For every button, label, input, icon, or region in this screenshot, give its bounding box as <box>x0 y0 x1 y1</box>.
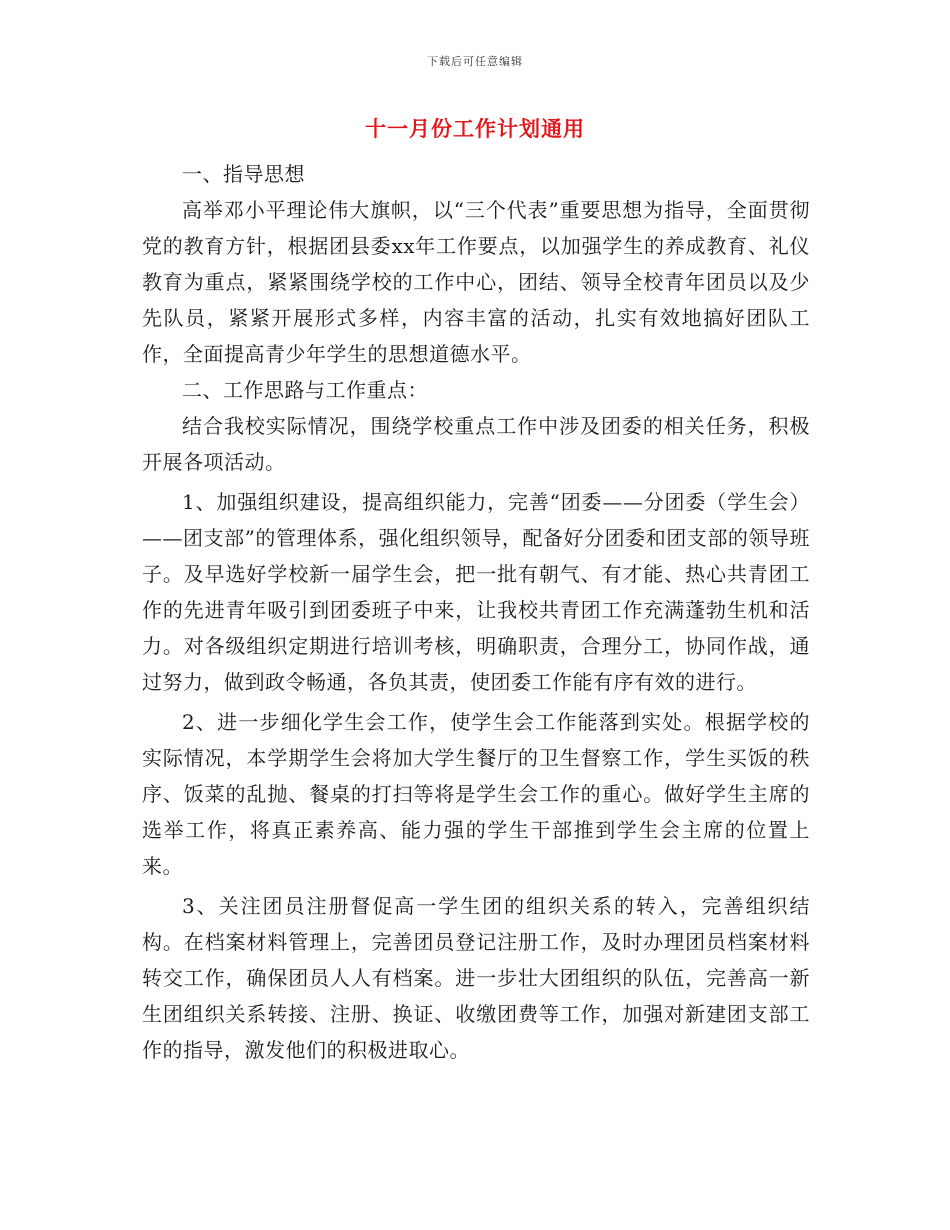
paragraph-item-1: 1、加强组织建设，提高组织能力，完善“团委——分团委（学生会）——团支部”的管理体系，强化组织领导，配备好分团委和团支部的领导班子。及早选好学校新一届学生会，把一批有朝气、有才能、热心共青团工作的先进青年吸引到团委班子中来，让我校共青团工作充满蓬勃生机和活力。对各级组织定期进行培训考核，明确职责，合理分工，协同作战，通过努力，做到政令畅通，各负其责，使团委工作能有序有效的进行。 <box>142 490 810 694</box>
header-note: 下载后可任意编辑 <box>427 55 523 68</box>
document-title: 十一月份工作计划通用 <box>365 116 585 141</box>
section-heading-guiding-ideology: 一、指导思想 <box>182 162 305 186</box>
paragraph-item-2: 2、进一步细化学生会工作，使学生会工作能落到实处。根据学校的实际情况，本学期学生会将加大学生餐厅的卫生督察工作，学生买饭的秩序、饭菜的乱抛、餐桌的打扫等将是学生会工作的重心。做好学生主席的选举工作，将真正素养高、能力强的学生干部推到学生会主席的位置上来。 <box>142 710 810 878</box>
section-heading-work-focus: 二、工作思路与工作重点： <box>182 378 428 402</box>
document-body <box>142 156 810 1068</box>
paragraph-guiding-ideology: 高举邓小平理论伟大旗帜，以“三个代表”重要思想为指导，全面贯彻党的教育方针，根据团县委xx年工作要点，以加强学生的养成教育、礼仪教育为重点，紧紧围绕学校的工作中心，团结、领导全校青年团员以及少先队员，紧紧开展形式多样，内容丰富的活动，扎实有效地搞好团队工作，全面提高青少年学生的思想道德水平。 <box>142 198 810 366</box>
paragraph-item-3: 3、关注团员注册督促高一学生团的组织关系的转入，完善组织结构。在档案材料管理上，完善团员登记注册工作，及时办理团员档案材料转交工作，确保团员人人有档案。进一步壮大团组织的队伍，完善高一新生团组织关系转接、注册、换证、收缴团费等工作，加强对新建团支部工作的指导，激发他们的积极进取心。 <box>142 894 810 1062</box>
paragraph-work-overview: 结合我校实际情况，围绕学校重点工作中涉及团委的相关任务，积极开展各项活动。 <box>142 414 810 474</box>
